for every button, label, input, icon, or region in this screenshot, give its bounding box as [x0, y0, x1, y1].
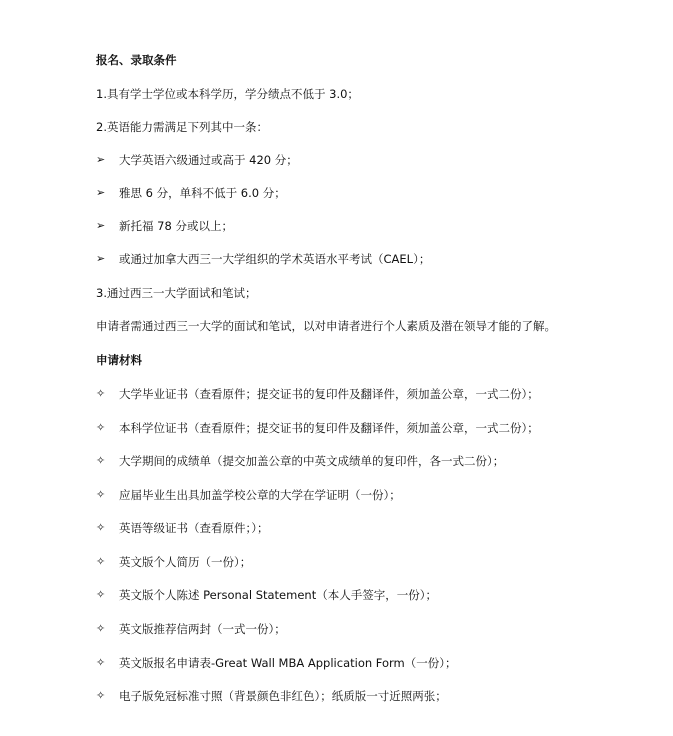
english-option: 大学英语六级通过或高于 420 分； — [119, 153, 298, 167]
material-item: 本科学位证书（查看原件；提交证书的复印件及翻译件，须加盖公章，一式二份）； — [119, 421, 539, 435]
requirement-item-2: 2.英语能力需满足下列其中一条： — [96, 120, 268, 134]
english-option: 或通过加拿大西三一大学组织的学术英语水平考试（CAEL）； — [119, 252, 431, 266]
arrow-bullet-icon: ➢ — [96, 186, 106, 199]
material-item: 大学期间的成绩单（提交加盖公章的中英文成绩单的复印件，各一式二份）； — [119, 454, 505, 468]
material-item: 英文版报名申请表-Great Wall MBA Application Form（一份）； — [119, 656, 457, 670]
requirement-item-3: 3.通过西三一大学面试和笔试； — [96, 286, 257, 300]
arrow-bullet-icon: ➢ — [96, 153, 106, 166]
material-item: 应届毕业生出具加盖学校公章的大学在学证明（一份）； — [119, 488, 401, 502]
material-item: 英文版推荐信两封（一式一份）； — [119, 622, 286, 636]
material-item: 英语等级证书（查看原件；）； — [119, 521, 269, 535]
diamond-bullet-icon: ✧ — [96, 421, 106, 434]
english-option: 新托福 78 分或以上； — [119, 219, 233, 233]
diamond-bullet-icon: ✧ — [96, 555, 106, 568]
section-heading-materials: 申请材料 — [96, 353, 142, 367]
diamond-bullet-icon: ✧ — [96, 622, 106, 635]
requirement-note: 申请者需通过西三一大学的面试和笔试，以对申请者进行个人素质及潜在领导才能的了解。 — [96, 319, 556, 333]
arrow-bullet-icon: ➢ — [96, 219, 106, 232]
material-item: 大学毕业证书（查看原件；提交证书的复印件及翻译件，须加盖公章，一式二份）； — [119, 387, 539, 401]
material-item: 电子版免冠标准寸照（背景颜色非红色）；纸质版一寸近照两张； — [119, 689, 447, 703]
diamond-bullet-icon: ✧ — [96, 387, 106, 400]
material-item: 英文版个人简历（一份）； — [119, 555, 252, 569]
requirement-item-1: 1.具有学士学位或本科学历，学分绩点不低于 3.0； — [96, 87, 359, 101]
diamond-bullet-icon: ✧ — [96, 656, 106, 669]
diamond-bullet-icon: ✧ — [96, 521, 106, 534]
diamond-bullet-icon: ✧ — [96, 689, 106, 702]
diamond-bullet-icon: ✧ — [96, 488, 106, 501]
section-heading-requirements: 报名、录取条件 — [96, 53, 177, 67]
english-option: 雅思 6 分，单科不低于 6.0 分； — [119, 186, 286, 200]
material-item: 英文版个人陈述 Personal Statement（本人手签字，一份）； — [119, 588, 437, 602]
arrow-bullet-icon: ➢ — [96, 252, 106, 265]
diamond-bullet-icon: ✧ — [96, 588, 106, 601]
diamond-bullet-icon: ✧ — [96, 454, 106, 467]
